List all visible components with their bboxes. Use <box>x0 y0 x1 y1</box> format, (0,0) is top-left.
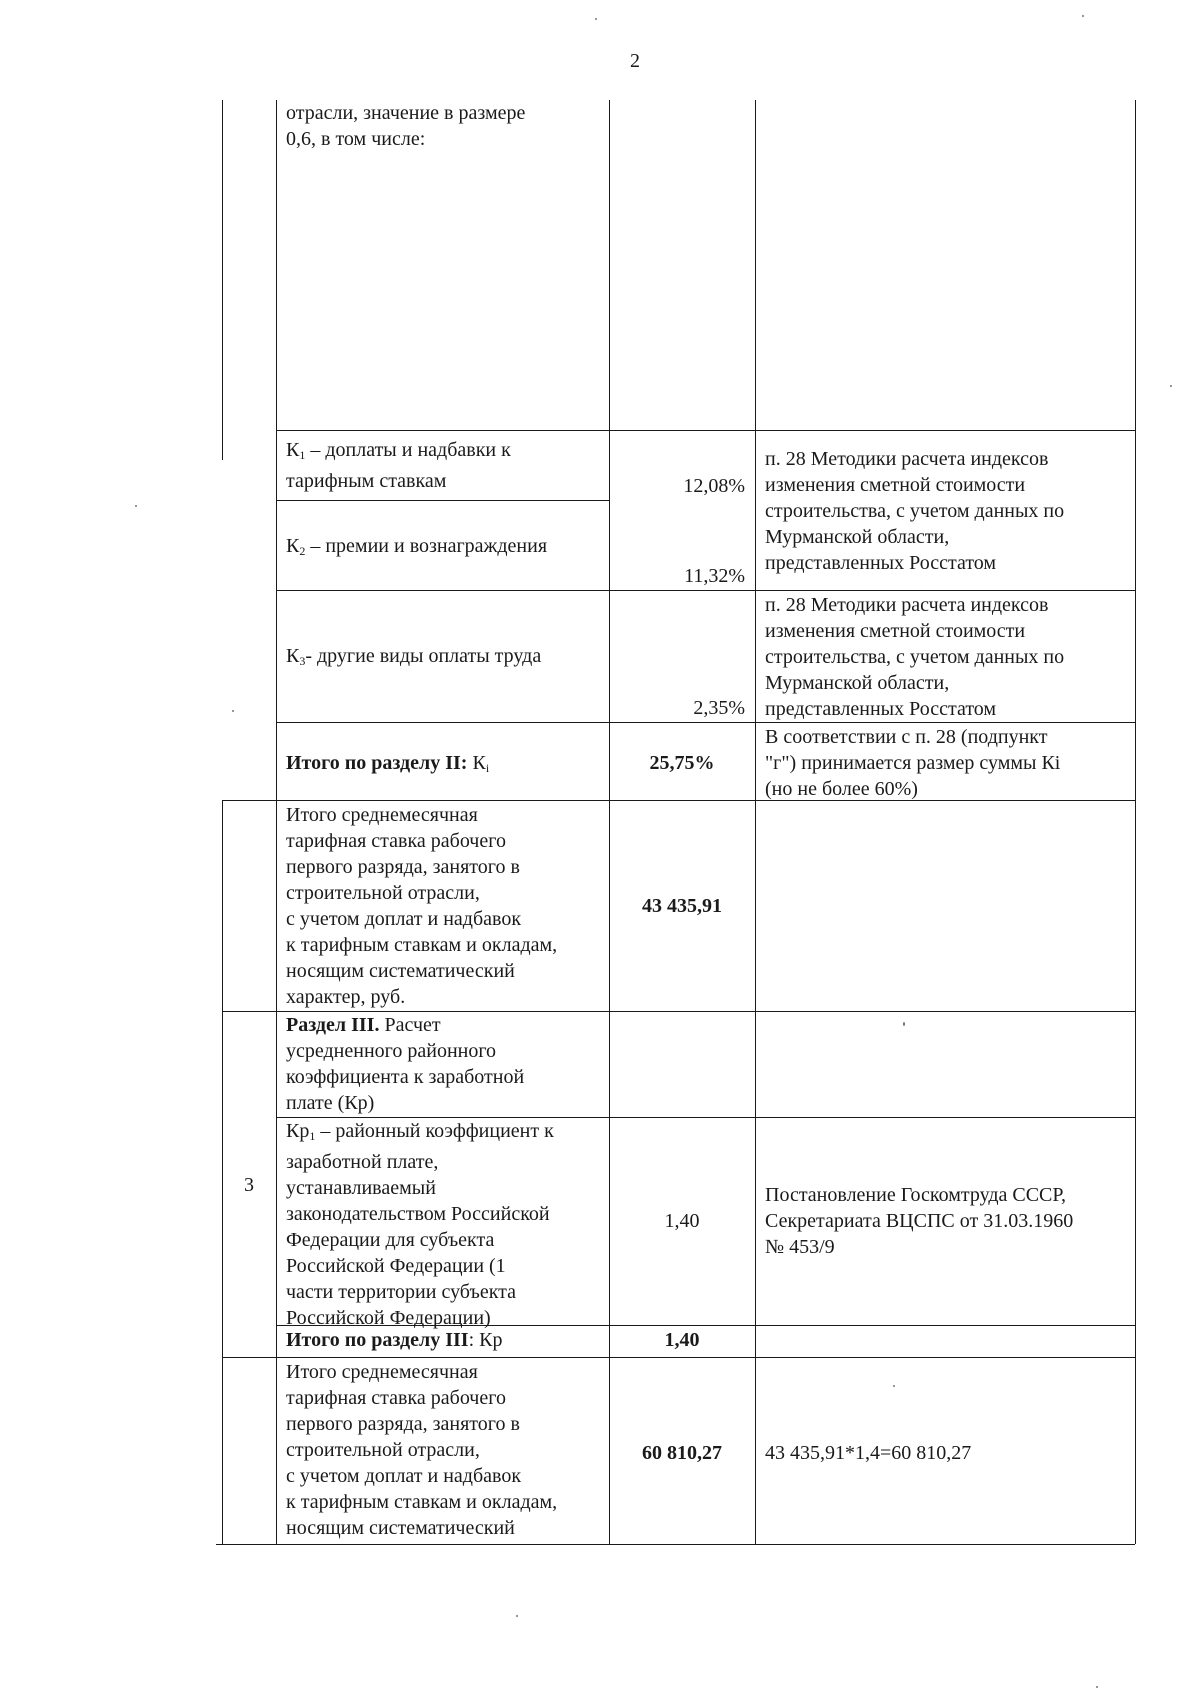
total-ii-label: Итого по разделу II: $К_i$ <box>286 752 490 775</box>
avg-rate-2-label: Итого среднемесячная тарифная ставка рабочего первого разряда, занятого в строительной отрасли, с учетом доплат и надбавок к тарифным ставкам и окладам, носящим систематический <box>286 1361 558 1539</box>
total-ii-value: 25,75% <box>649 752 715 774</box>
total-ii-note: В соответствии с п. 28 (подпункт "г") принимается размер суммы Кi (но не более 60%) <box>765 726 1061 800</box>
avg-rate-1-value: 43 435,91 <box>642 895 722 917</box>
k3-label: $К_3-$ другие виды оплаты труда <box>286 645 542 668</box>
avg-rate-2-value: 60 810,27 <box>642 1442 722 1464</box>
k1-label: $К_1$ – доплаты и надбавки к тарифным ставкам <box>286 439 511 492</box>
k1-value: 12,08% <box>683 475 745 497</box>
page-number: 2 <box>630 50 640 72</box>
k1-k2-source: п. 28 Методики расчета индексов изменения сметной стоимости строительства, с учетом данных по Мурманской области, представленных Росстатом <box>765 448 1065 574</box>
avg-rate-1-label: Итого среднемесячная тарифная ставка рабочего первого разряда, занятого в строительной отрасли, с учетом доплат и надбавок к тарифным ставкам и окладам, носящим систематический характер, руб. <box>286 804 558 1008</box>
k2-label: $К_2$ – премии и вознаграждения <box>286 535 548 558</box>
kr1-source: Постановление Госкомтруда СССР, Секретариата ВЦСПС от 31.03.1960 № 453/9 <box>765 1184 1074 1258</box>
section-iii-number: 3 <box>244 1174 254 1196</box>
intro-text: отрасли, значение в размере 0,6, в том числе: <box>286 102 526 150</box>
total-iii-value: 1,40 <box>664 1329 700 1351</box>
kr1-label: $Кр_1$ – районный коэффициент к заработной плате, устанавливаемый законодательством Российской Федерации для субъекта Российской Федерации (1 части территории субъекта Российской Федерации) <box>286 1120 554 1329</box>
k3-source: п. 28 Методики расчета индексов изменения сметной стоимости строительства, с учетом данных по Мурманской области, представленных Росстатом <box>765 594 1065 720</box>
avg-rate-2-formula: 43 435,91*1,4=60 810,27 <box>765 1442 972 1464</box>
k3-value: 2,35% <box>693 697 745 719</box>
k2-value: 11,32% <box>684 565 745 587</box>
section-iii-title: Раздел III. Расчет усредненного районного коэффициента к заработной плате (Кр) <box>286 1014 525 1114</box>
kr1-value: 1,40 <box>664 1210 700 1232</box>
total-iii-label: Итого по разделу III: Кр <box>286 1329 503 1351</box>
